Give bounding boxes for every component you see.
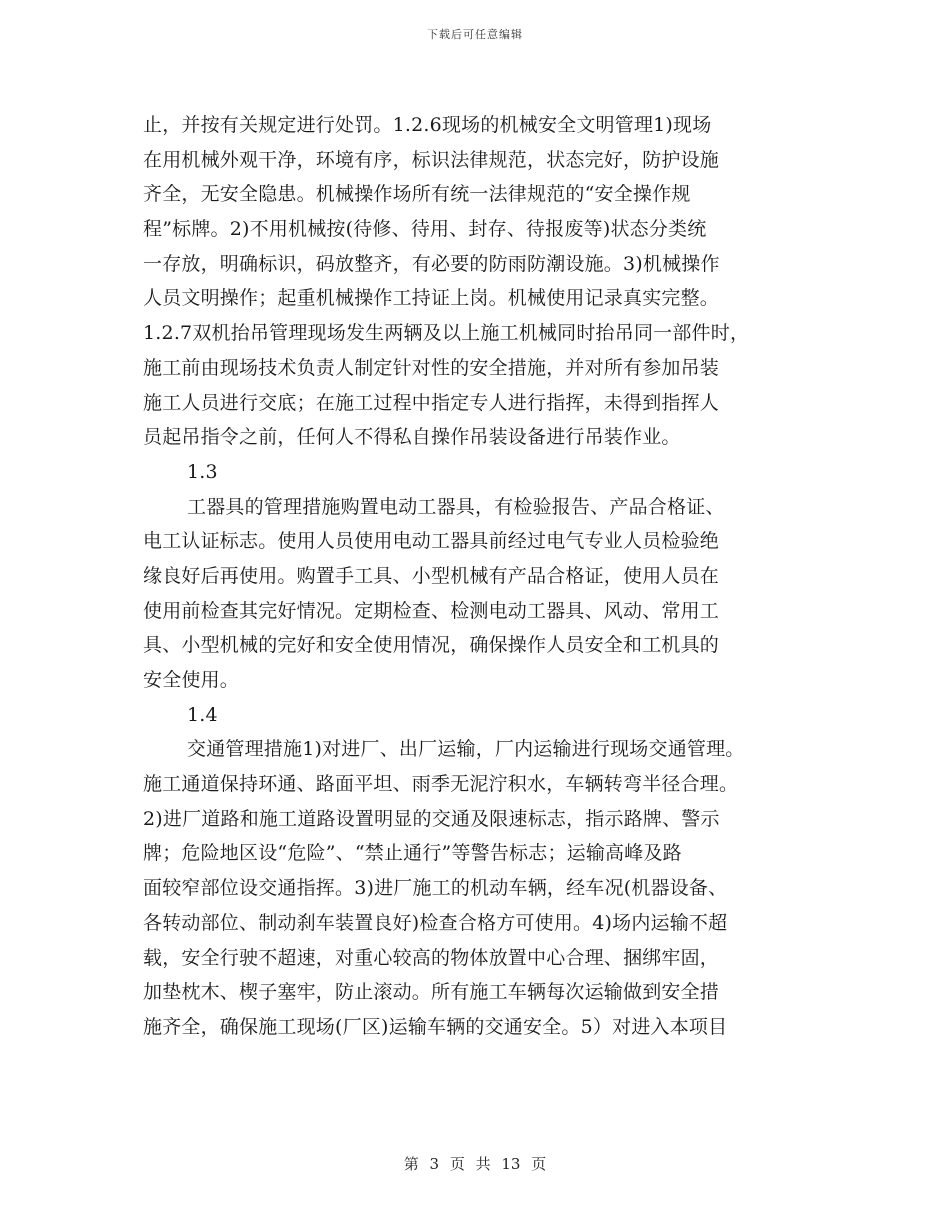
text-line: 安全使用。 [143,669,240,691]
text-line: 1.2.7双机抬吊管理现场发生两辆及以上施工机械同时抬吊同一部件时， [143,322,750,345]
text-line: 施齐全，确保施工现场(厂区)运输车辆的交通安全。5）对进入本项目 [143,1015,728,1038]
text-line: 具、小型机械的完好和安全使用情况，确保操作人员安全和工机具的 [143,634,720,657]
text-line: 各转动部位、制动刹车装置良好)检查合格方可使用。4)场内运输不超 [143,911,728,934]
text-line: 施工前由现场技术负责人制定针对性的安全措施，并对所有参加吊装 [143,356,720,379]
text-line: 止，并按有关规定进行处罚。1.2.6现场的机械安全文明管理1)现场 [143,114,712,136]
text-line: 员起吊指令之前，任何人不得私自操作吊装设备进行吊装作业。 [143,426,681,449]
text-line: 2)进厂道路和施工道路设置明显的交通及限速标志，指示路牌、警示 [143,807,720,830]
text-line: 齐全，无安全隐患。机械操作场所有统一法律规范的“安全操作规 [143,183,691,206]
text-line: 载，安全行驶不超速，对重心较高的物体放置中心合理、捆绑牢固， [143,946,720,969]
document-body [143,108,823,1045]
text-line: 在用机械外观干净，环境有序，标识法律规范，状态完好，防护设施 [143,148,720,171]
text-line: 1.4 [187,703,218,726]
text-line: 施工人员进行交底；在施工过程中指定专人进行指挥，未得到指挥人 [143,391,720,414]
text-line: 程”标牌。2)不用机械按(待修、待用、封存、待报废等)状态分类统 [143,218,707,241]
text-line: 一存放，明确标识，码放整齐，有必要的防雨防潮设施。3)机械操作 [143,252,720,275]
text-line: 工器具的管理措施购置电动工器具，有检验报告、产品合格证、 [187,495,725,518]
page-footer: 第 3 页 共 13 页 [403,1155,547,1173]
page-header: 下载后可任意编辑 [427,28,523,41]
text-line: 缘良好后再使用。购置手工具、小型机械有产品合格证，使用人员在 [143,564,720,587]
text-line: 使用前检查其完好情况。定期检查、检测电动工器具、风动、常用工 [143,599,720,622]
text-line: 牌；危险地区设“危险”、“禁止通行”等警告标志；运输高峰及路 [143,842,682,865]
text-line: 面较窄部位设交通指挥。3)进厂施工的机动车辆，经车况(机器设备、 [143,877,728,900]
text-line: 1.3 [187,460,218,483]
text-line: 交通管理措施1)对进厂、出厂运输，厂内运输进行现场交通管理。 [187,738,745,761]
text-line: 电工认证标志。使用人员使用电动工器具前经过电气专业人员检验绝 [143,530,720,553]
text-line: 施工通道保持环通、路面平坦、雨季无泥泞积水，车辆转弯半径合理。 [143,773,739,796]
text-line: 加垫枕木、楔子塞牢，防止滚动。所有施工车辆每次运输做到安全措 [143,981,720,1004]
text-line: 人员文明操作；起重机械操作工持证上岗。机械使用记录真实完整。 [143,287,720,310]
